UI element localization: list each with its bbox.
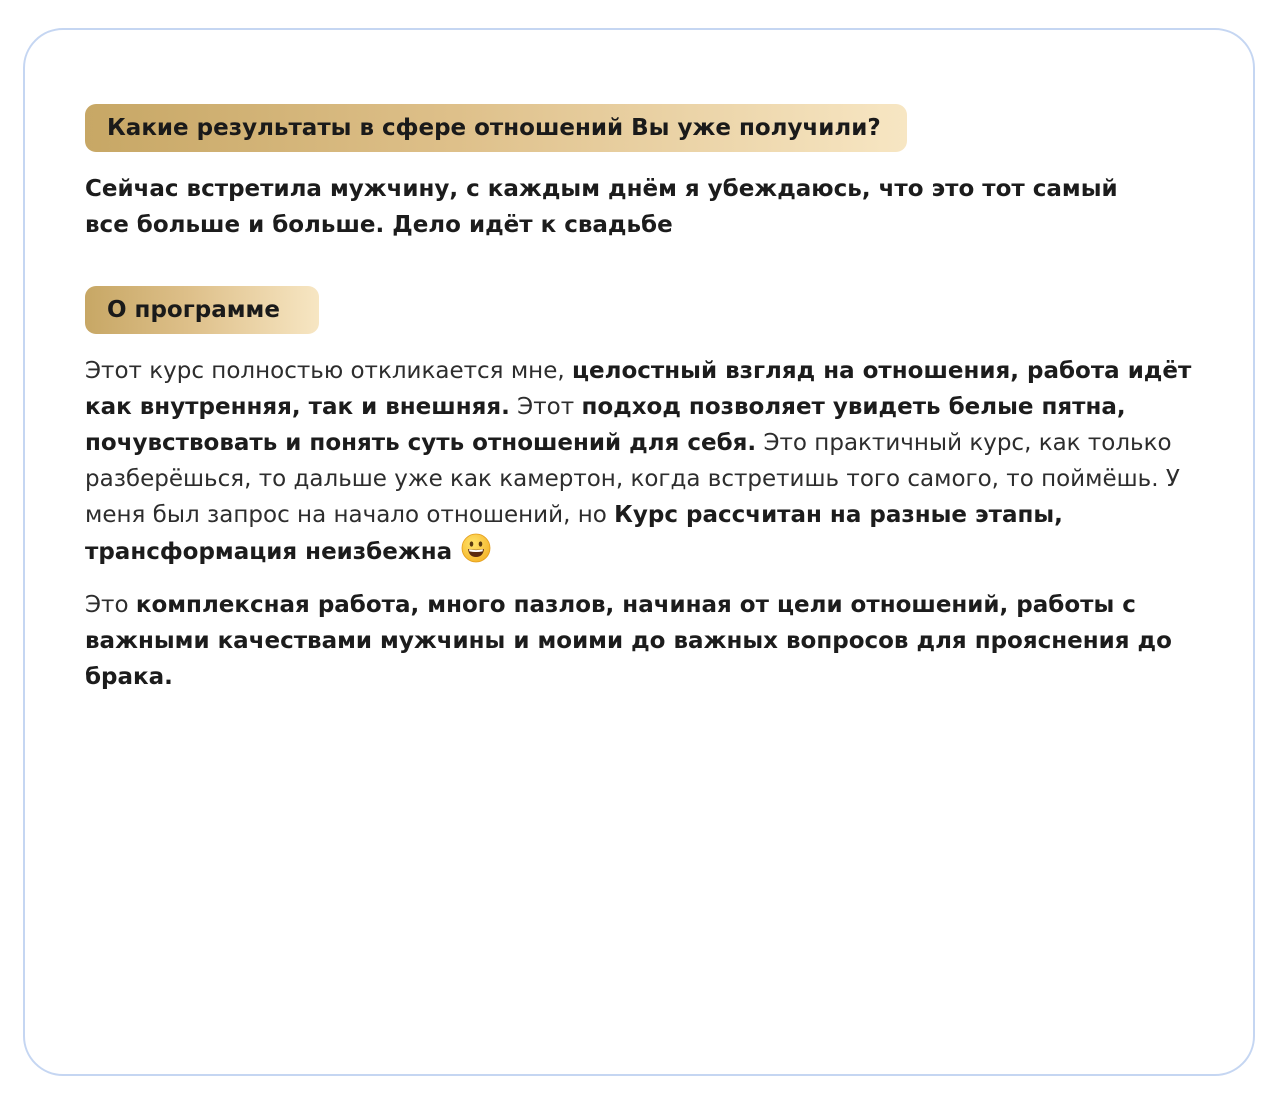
about-program-heading: О программе — [85, 286, 319, 334]
p1-segment-3: Этот — [509, 394, 582, 420]
p1-segment-2: целостный взгляд на отношения, работа идёт как внутренняя, так и внешняя. — [85, 358, 1192, 420]
p1-segment-6: Курс рассчитан на разные этапы, трансформация неизбежна — [85, 502, 1063, 565]
results-question-heading: Какие результаты в сфере отношений Вы уже получили? — [85, 104, 907, 152]
results-answer — [85, 171, 1205, 243]
p1-segment-5: Это практичный курс, как только разберёшься, то дальше уже как камертон, когда встретишь того самого, то поймёшь. У меня был запрос на начало отношений, но — [85, 430, 1180, 528]
p1-segment-1: Этот курс полностью откликается мне, — [85, 358, 572, 384]
p2-segment-2: комплексная работа, много пазлов, начиная от цели отношений, работы с важными качествами мужчины и моими до важных вопросов для прояснения до брака. — [85, 592, 1172, 690]
grinning-face-icon — [461, 533, 491, 563]
answer-line-1: Сейчас встретила мужчину, с каждым днём я убеждаюсь, что это тот самый — [85, 176, 1118, 202]
p1-segment-4: подход позволяет увидеть белые пятна, почувствовать и понять суть отношений для себя. — [85, 394, 1126, 456]
answer-line-2: все больше и больше. Дело идёт к свадьбе — [85, 212, 673, 238]
program-paragraph-2 — [85, 587, 1205, 695]
p2-segment-1: Это — [85, 592, 136, 618]
program-paragraph-1 — [85, 353, 1205, 570]
